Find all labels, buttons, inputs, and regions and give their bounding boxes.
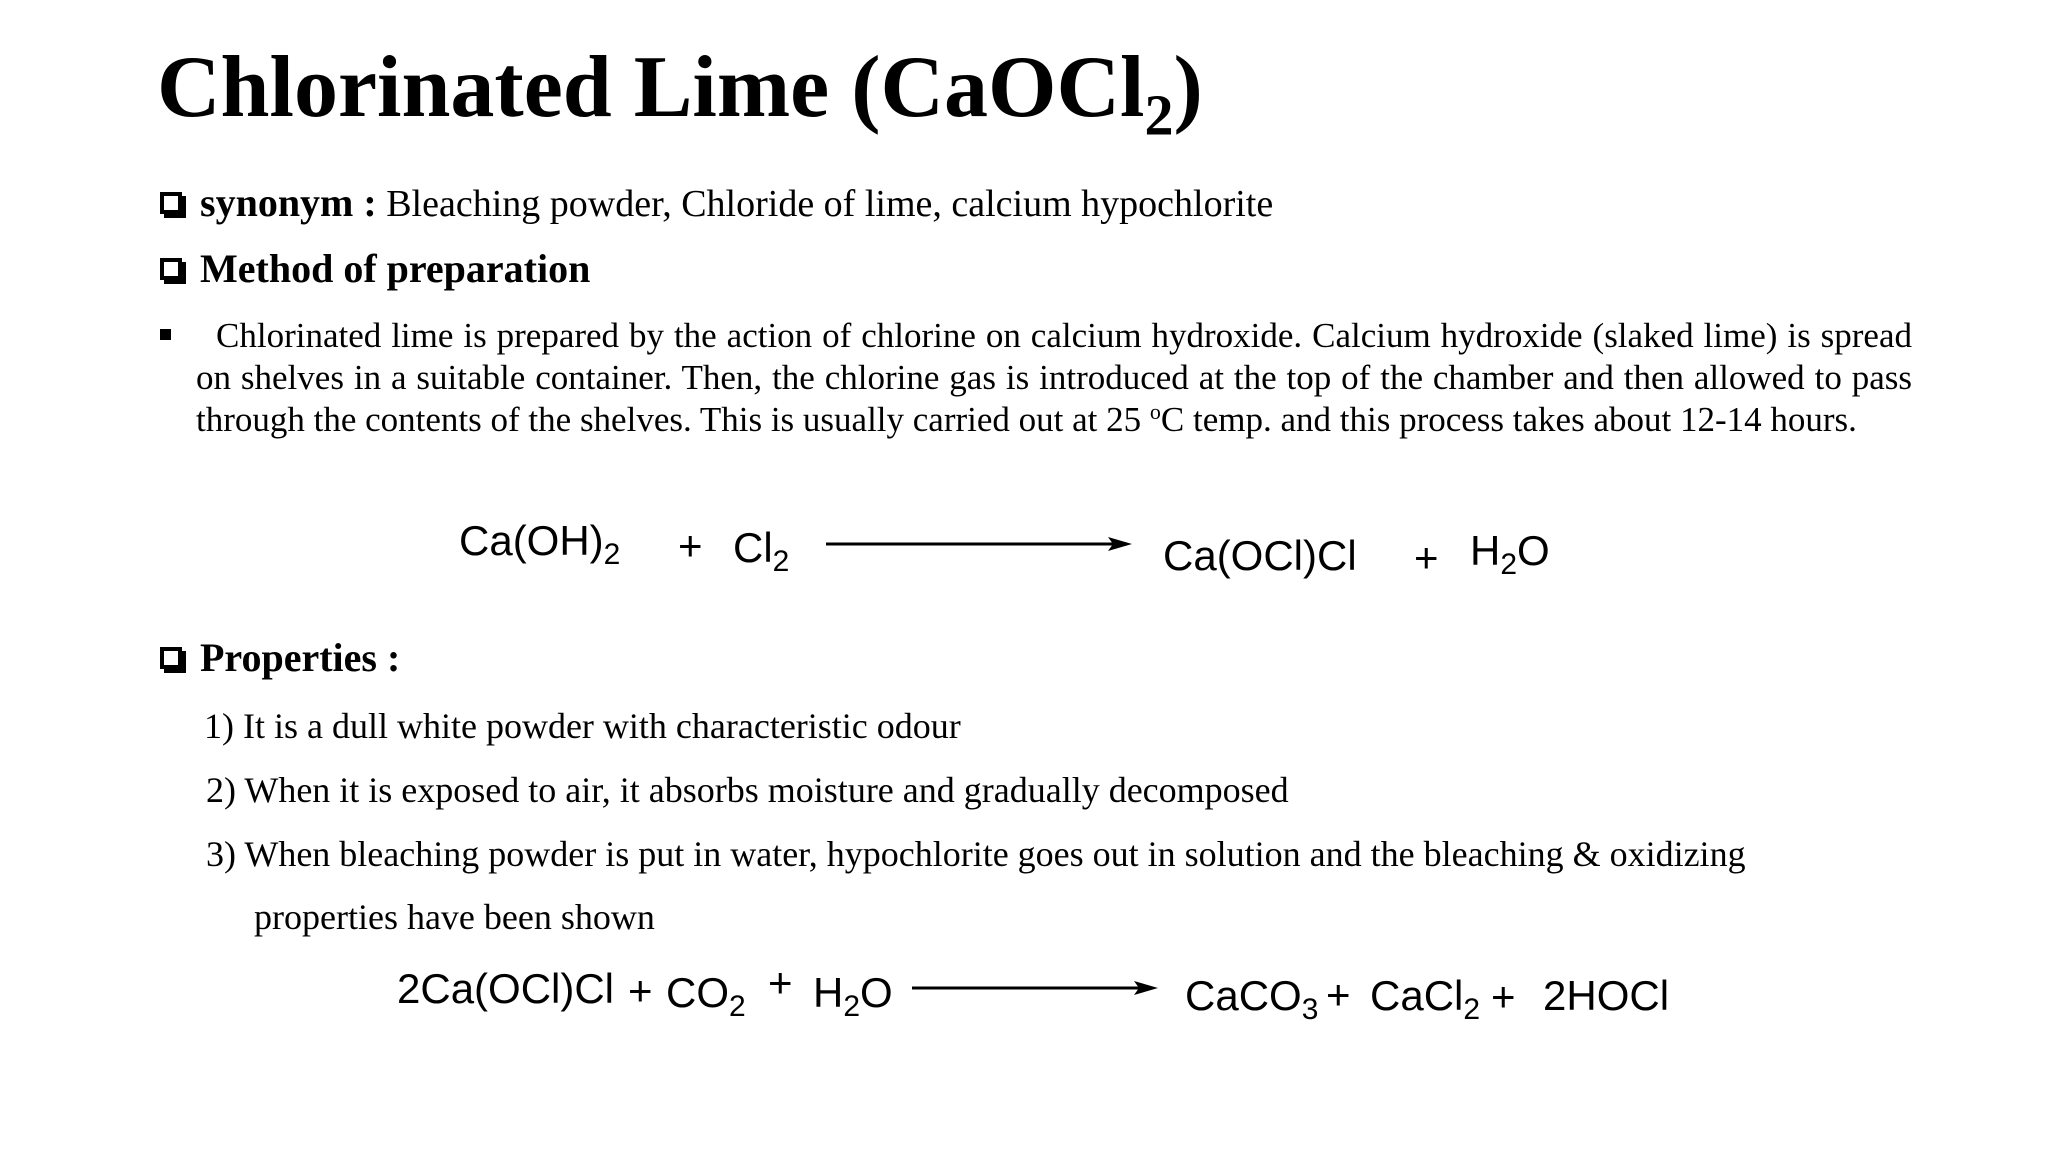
eq2-plus-4: + [1491, 973, 1516, 1020]
eq1-plus-2: + [1414, 534, 1439, 581]
synonym-value: Bleaching powder, Chloride of lime, calcium hypochlorite [376, 183, 1274, 225]
reaction-arrow-icon [826, 534, 1132, 554]
eq1-product-2: $H_2O$ [1470, 527, 1550, 581]
eq2-reactant-1: 2Ca(OCl)Cl [397, 965, 615, 1012]
eq1-reactant-2: $Cl_2$ [733, 524, 790, 578]
eq2-product-2: CaCl$_2$ [1370, 972, 1481, 1026]
eq1-plus-1: + [678, 522, 703, 569]
eq1-product-1: Ca(OCl)Cl [1163, 532, 1357, 579]
eq2-reactant-2: $CO_2$ [666, 969, 746, 1023]
property-item-3: 3) When bleaching powder is put in water, hypochlorite goes out in solution and the bleaching & oxidizing [206, 834, 1746, 874]
eq2-product-3: 2HOCl [1543, 972, 1670, 1019]
checkbox-bullet-icon [160, 647, 182, 669]
properties-heading: Properties : [160, 638, 400, 678]
eq2-plus-2: + [768, 959, 793, 1006]
page-title: Chlorinated Lime (CaOCl$_2$) [157, 39, 1203, 148]
checkbox-bullet-icon [160, 192, 182, 214]
method-paragraph: Chlorinated lime is prepared by the action of chlorine on calcium hydroxide. Calcium hydroxide (slaked lime) is spread on shelves in a suitable container. Then, the chlorine gas is introduced at the top of the chamber and then allowed to pass through the contents of the shelves. This is usually carried out at 25 $^o$C temp. and this process takes about 12-14 hours. [196, 316, 1912, 439]
synonym-line [160, 180, 1274, 225]
eq2-plus-3: + [1326, 971, 1351, 1018]
checkbox-bullet-icon [160, 258, 182, 280]
eq2-product-1: CaCO$_3$ [1185, 972, 1319, 1026]
eq1-reactant-1: $Ca(OH)_2$ [459, 517, 621, 571]
reaction-arrow-icon [912, 978, 1158, 998]
synonym-label: synonym : [200, 180, 377, 225]
eq2-plus-1: + [628, 967, 653, 1014]
property-item-2: 2) When it is exposed to air, it absorbs moisture and gradually decomposed [206, 770, 1289, 810]
method-heading: Method of preparation [160, 249, 590, 289]
eq2-reactant-3: $H_2O$ [813, 969, 893, 1023]
square-bullet-icon [160, 329, 171, 340]
property-item-3-cont: properties have been shown [254, 897, 655, 937]
property-item-1: 1) It is a dull white powder with characteristic odour [204, 706, 961, 746]
